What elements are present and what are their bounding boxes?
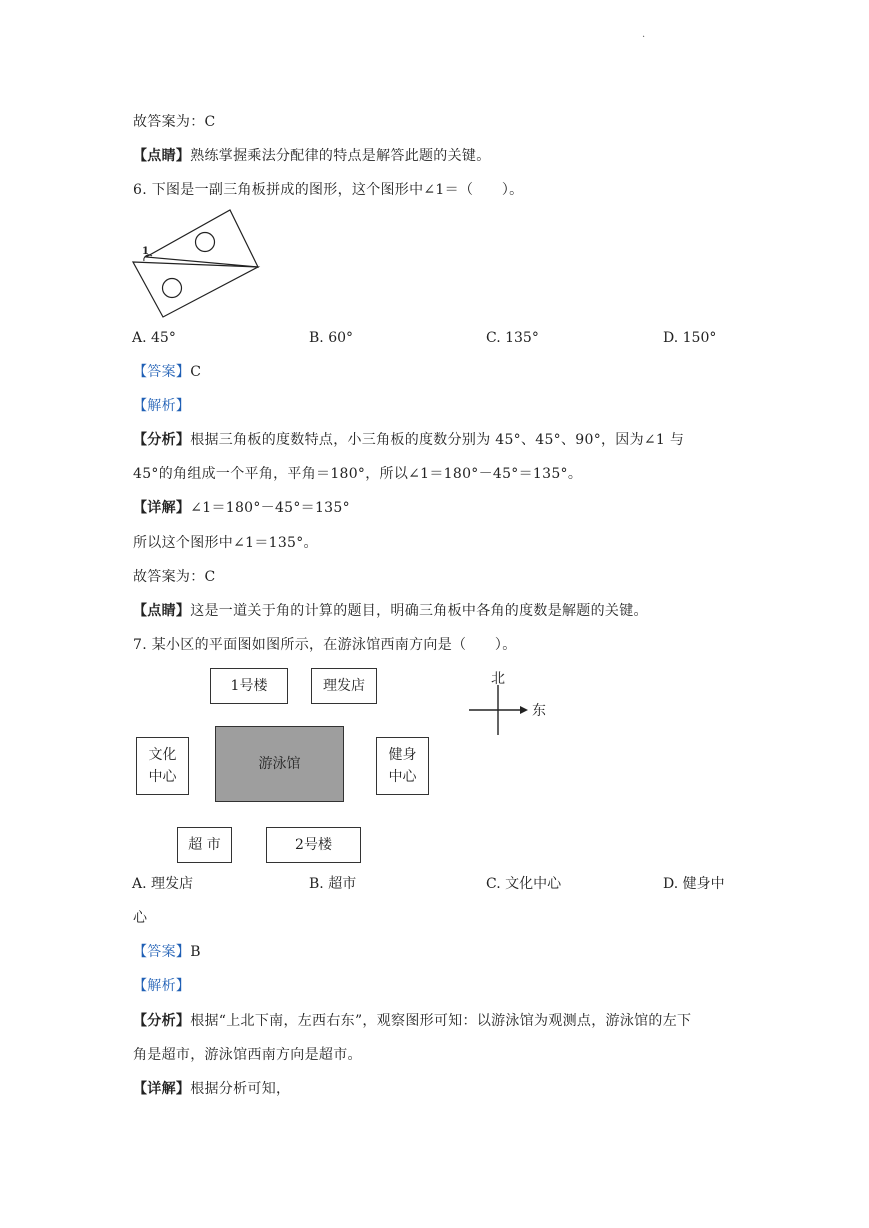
q6-dianjing-tag: 【点睛】 [133,603,191,619]
q7-analysis-tag: 【解析】 [133,978,191,994]
q7-option-d-wrap: 心 [133,910,148,926]
gym-label-1: 健身 [388,747,417,763]
answer-line: 故答案为：C [133,114,216,130]
swimming-pool-box: 游泳馆 [215,726,344,802]
culture-center-label-2: 中心 [148,769,177,785]
question-6: 6. 下图是一副三角板拼成的图形，这个图形中∠1＝（ ）。 [133,182,524,198]
q6-option-d: D. 150° [663,330,717,346]
q7-fenxi-line-2: 角是超市，游泳馆西南方向是超市。 [133,1047,362,1063]
dianjing-tag: 【点睛】 [133,148,191,164]
east-label: 东 [532,703,546,719]
q7-fenxi-line-1 [133,1011,691,1031]
q6-detail-line [133,498,350,518]
q6-answer-line [133,362,201,382]
page-marker: · [642,32,646,43]
q7-option-d: D. 健身中 [663,876,725,892]
q7-option-a: A. 理发店 [132,876,194,892]
q7-fenxi-tag: 【分析】 [133,1013,191,1029]
q6-fenxi-text-1: 根据三角板的度数特点，小三角板的度数分别为 45°、45°、90°，因为∠1 与 [190,432,685,448]
q7-detail-line [133,1079,290,1099]
supermarket-box: 超 市 [177,827,232,863]
q6-so-line: 所以这个图形中∠1＝135°。 [133,535,318,551]
q6-answer-tag: 【答案】 [133,364,191,380]
compass-icon [466,685,536,740]
q6-answer: C [190,364,202,380]
q6-analysis-tag: 【解析】 [133,398,191,414]
building-2-box: 2号楼 [266,827,361,863]
gym-label-2: 中心 [388,769,417,785]
q6-detail-tag: 【详解】 [133,500,191,516]
triangle-set-figure [130,205,265,325]
q6-fenxi-line-2: 45°的角组成一个平角，平角＝180°，所以∠1＝180°－45°＝135°。 [133,466,583,482]
q6-final-answer: 故答案为：C [133,569,216,585]
q6-detail-text: ∠1＝180°－45°＝135° [190,500,350,516]
q7-answer: B [190,944,201,960]
question-7: 7. 某小区的平面图如图所示，在游泳馆西南方向是（ ）。 [133,637,517,653]
q6-fenxi-line-1 [133,430,684,450]
q7-fenxi-text-1: 根据“上北下南，左西右东”，观察图形可知：以游泳馆为观测点，游泳馆的左下 [190,1013,692,1029]
q6-dianjing-text: 这是一道关于角的计算的题目，明确三角板中各角的度数是解题的关键。 [190,603,648,619]
small-triangle [133,262,258,317]
culture-center-box [136,737,189,795]
q6-fenxi-tag: 【分析】 [133,432,191,448]
barber-box: 理发店 [311,668,377,704]
big-triangle [146,210,258,267]
q6-dianjing-line [133,601,648,621]
q7-detail-text: 根据分析可知， [190,1081,291,1097]
small-triangle-hole [163,279,182,298]
q6-option-a: A. 45° [132,330,176,346]
angle-1-label: 1 [142,246,149,257]
north-label: 北 [491,671,505,687]
q7-option-c: C. 文化中心 [486,876,562,892]
dianjing-line [133,146,491,166]
q7-answer-line [133,942,201,962]
q7-detail-tag: 【详解】 [133,1081,191,1097]
culture-center-label-1: 文化 [148,747,177,763]
gym-box [376,737,429,795]
q6-option-c: C. 135° [486,330,539,346]
q7-answer-tag: 【答案】 [133,944,191,960]
building-1-box: 1号楼 [210,668,288,704]
q7-option-b: B. 超市 [309,876,357,892]
q6-option-b: B. 60° [309,330,354,346]
dianjing-text: 熟练掌握乘法分配律的特点是解答此题的关键。 [190,148,491,164]
big-triangle-hole [196,233,215,252]
